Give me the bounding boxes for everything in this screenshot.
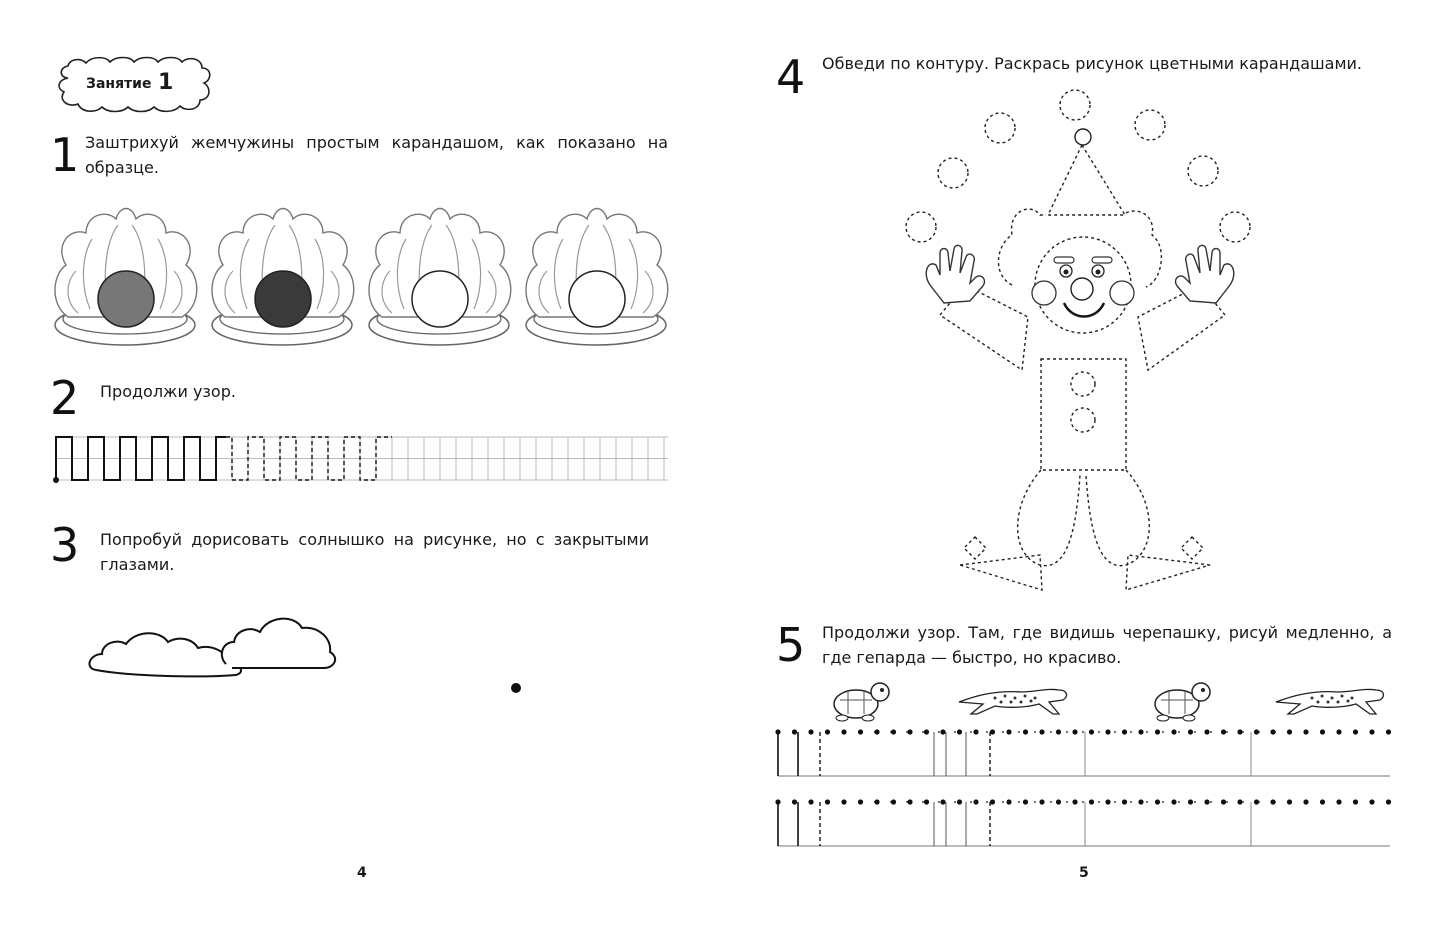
clown-tracing-illustration (900, 85, 1260, 600)
cheetah-icon (955, 680, 1071, 718)
task3-text: Попробуй дорисовать солнышко на рисунке, но с закрытыми глазами. (100, 530, 649, 574)
clouds-illustration (88, 612, 338, 682)
task1-number: 1 (50, 128, 80, 182)
task1-text: Заштрихуй жемчужины простым карандашом, как показано на образце. (85, 133, 668, 177)
turtle-icon-2 (1149, 678, 1213, 722)
cheetah-icon-2 (1272, 680, 1388, 718)
pearl-empty-1 (412, 271, 468, 327)
left-page-number: 4 (357, 865, 367, 881)
lesson-badge-label: Занятие (86, 76, 152, 92)
task4-text: Обведи по контуру. Раскрась рисунок цветными карандашами. (822, 54, 1363, 73)
pearl-empty-2 (569, 271, 625, 327)
pearl-sample-light (98, 271, 154, 327)
sun-dot (510, 682, 522, 694)
right-page-number: 5 (1079, 865, 1089, 881)
task2-number: 2 (50, 371, 80, 425)
task2-text: Продолжи узор. (100, 382, 236, 401)
pearl-sample-dark (255, 271, 311, 327)
task5-text: Продолжи узор. Там, где видишь черепашку, рисуй медленно, а где гепарда — быстро, но красиво. (822, 623, 1392, 667)
task5-number: 5 (776, 618, 806, 672)
task3-number: 3 (50, 518, 80, 572)
turtle-icon (828, 678, 892, 722)
lesson-badge-number: 1 (158, 70, 174, 95)
pattern-rows-task5 (776, 728, 1396, 848)
pattern-grid-task2 (54, 436, 670, 482)
task4-number: 4 (776, 50, 806, 104)
shells-illustration (50, 205, 680, 355)
